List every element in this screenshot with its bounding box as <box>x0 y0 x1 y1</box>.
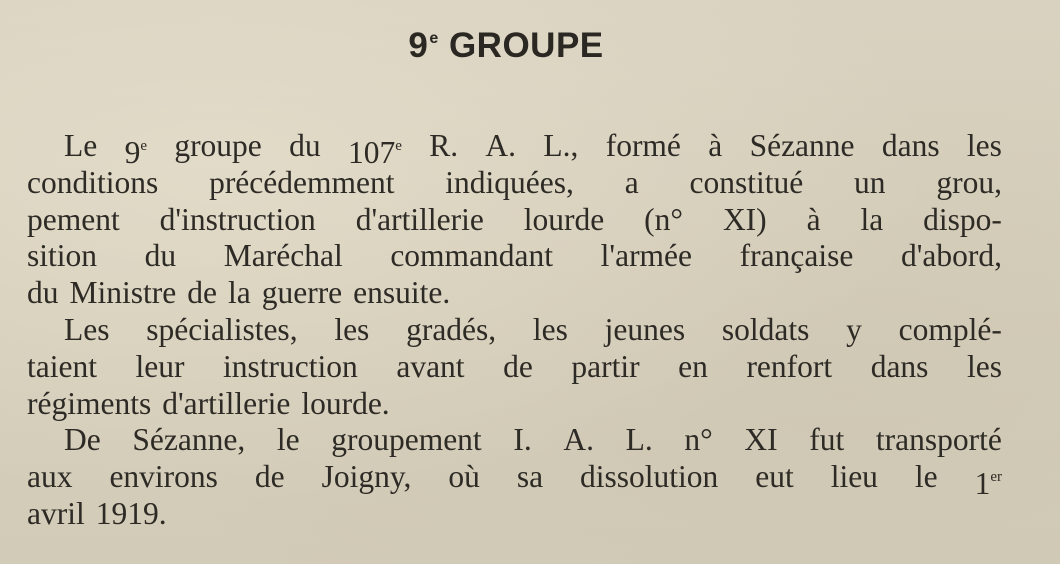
word: dans <box>881 128 940 163</box>
word: leur <box>135 348 185 384</box>
word: de <box>187 275 217 311</box>
word: transporté <box>875 422 1002 458</box>
word: d'abord, <box>900 238 1002 274</box>
word: eut <box>755 459 794 495</box>
word: spécialistes, <box>146 311 298 347</box>
word: De <box>64 422 101 458</box>
body-text <box>27 128 1002 533</box>
word: ensuite. <box>353 275 451 311</box>
text-line <box>27 128 1002 170</box>
word: du <box>289 128 321 163</box>
word: Ministre <box>69 275 177 311</box>
word: le <box>276 422 300 458</box>
word: lourde. <box>301 385 390 421</box>
word: sa <box>516 459 544 495</box>
word: L. <box>625 422 653 458</box>
word: gradés, <box>406 311 497 347</box>
word: dissolution <box>580 459 719 495</box>
word: la <box>860 201 884 237</box>
text-line <box>27 238 1002 275</box>
word: Sézanne, <box>132 422 246 458</box>
word: constitué <box>689 164 804 200</box>
word: en <box>678 348 708 384</box>
text-line <box>27 459 1002 502</box>
word: d'artillerie <box>162 385 291 421</box>
word: XI <box>744 422 778 458</box>
word: soldats <box>721 311 810 347</box>
heading-number: 9 <box>408 26 429 65</box>
word: commandant <box>390 238 554 274</box>
word: 1er <box>974 466 1002 502</box>
word: l'armée <box>600 238 693 274</box>
word: 9e <box>124 135 147 170</box>
word: guerre <box>261 275 343 311</box>
heading-title: GROUPE <box>448 26 604 65</box>
word: taient <box>27 348 97 384</box>
word: dans <box>870 348 929 384</box>
word: la <box>227 275 251 311</box>
word: fut <box>809 422 845 458</box>
word: lieu <box>830 459 878 495</box>
word: à <box>806 201 821 237</box>
word: sition <box>27 238 98 274</box>
word: conditions <box>27 164 159 200</box>
word: instruction <box>223 348 358 384</box>
word: française <box>739 238 854 274</box>
word: environs <box>109 459 218 495</box>
word: formé <box>605 128 681 163</box>
word: A. <box>563 422 594 458</box>
text-line <box>27 386 1002 423</box>
text-line <box>27 165 1002 202</box>
word: A. <box>485 128 517 163</box>
text-line <box>27 496 1002 533</box>
word: régiments <box>27 385 152 421</box>
word: groupement <box>331 422 482 458</box>
text-line <box>27 275 1002 312</box>
text-line <box>27 202 1002 239</box>
word: grou, <box>936 164 1002 200</box>
word: I. <box>513 422 532 458</box>
word: les <box>532 311 568 347</box>
word: avant <box>396 348 465 384</box>
word: renfort <box>746 348 833 384</box>
word: avril <box>27 495 85 531</box>
word: où <box>448 459 480 495</box>
word: un <box>854 164 886 200</box>
word: Sézanne <box>749 128 855 163</box>
word: 107e <box>347 135 402 170</box>
word: indiquées, <box>445 164 574 200</box>
word: (n° <box>644 201 684 237</box>
text-line <box>27 422 1002 459</box>
word: lourde <box>523 201 605 237</box>
word: Les <box>64 311 110 347</box>
word: partir <box>571 348 640 384</box>
word: de <box>254 459 285 495</box>
word: n° <box>684 422 713 458</box>
word: complé- <box>898 311 1002 347</box>
word: y <box>846 311 862 347</box>
word: du <box>27 275 59 311</box>
word: d'artillerie <box>355 201 484 237</box>
word: les <box>334 311 370 347</box>
word: Le <box>64 128 98 163</box>
word: R. <box>429 128 459 163</box>
word: à <box>708 128 723 163</box>
word: L., <box>543 128 579 163</box>
section-heading <box>0 26 1012 66</box>
word: aux <box>27 459 73 495</box>
word: d'instruction <box>159 201 316 237</box>
word: jeunes <box>604 311 686 347</box>
word: XI) <box>722 201 767 237</box>
heading-number-superscript: e <box>429 30 439 47</box>
word: du <box>144 238 177 274</box>
word: dispo- <box>923 201 1002 237</box>
word: les <box>966 128 1002 163</box>
word: de <box>503 348 533 384</box>
word: a <box>624 164 639 200</box>
word: précédemment <box>209 164 395 200</box>
word: Maréchal <box>223 238 343 274</box>
text-line <box>27 349 1002 386</box>
word: pement <box>27 201 120 237</box>
word: 1919. <box>95 495 167 531</box>
word: Joigny, <box>321 459 412 495</box>
word: groupe <box>174 128 262 163</box>
word: le <box>914 459 938 495</box>
text-line <box>27 312 1002 349</box>
word: les <box>966 348 1002 384</box>
